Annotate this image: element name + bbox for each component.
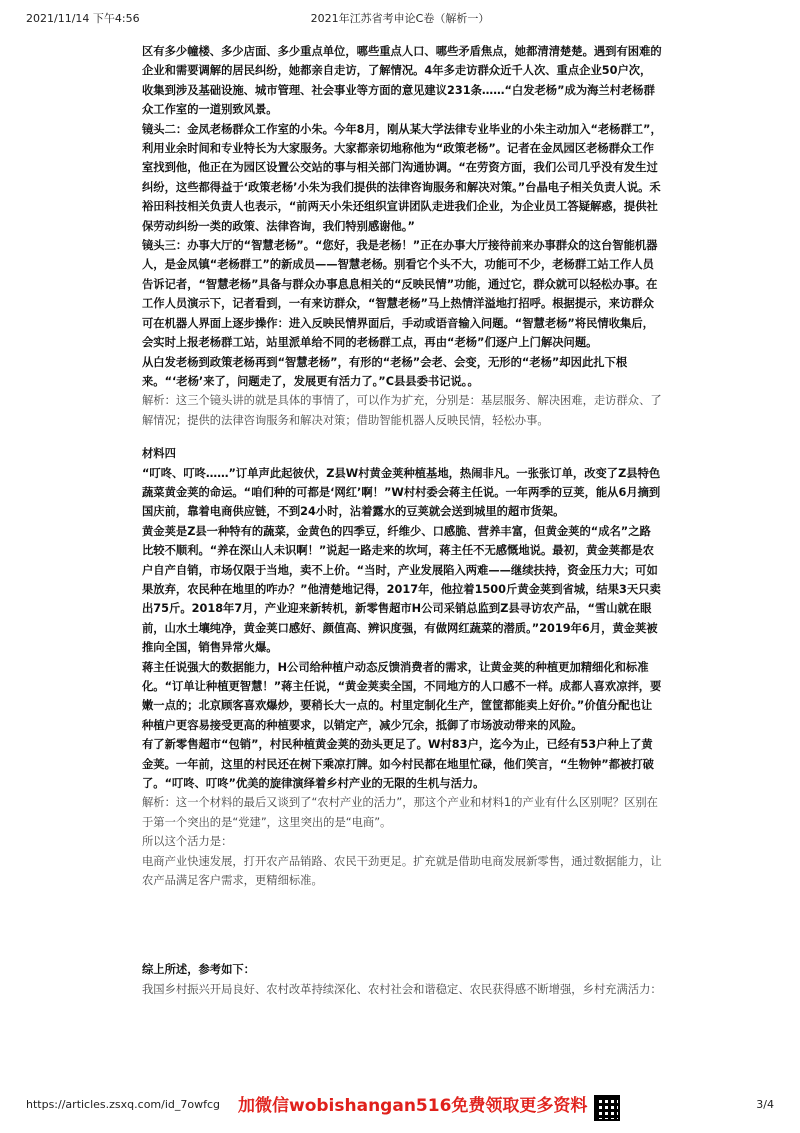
document-title: 2021年江苏省考申论C卷（解析一） — [310, 12, 490, 25]
print-footer — [26, 1091, 774, 1121]
conclusion-paragraph: 我国乡村振兴开局良好、农村改革持续深化、农村社会和谐稳定、农民获得感不断增强，乡村充满活力： — [142, 982, 662, 996]
paragraph-material-four-1: “叮咚、叮咚……”订单声此起彼伏，Z县W村黄金荚种植基地，热闹非凡。一张张订单，改变了Z县特色蔬菜黄金荚的命运。“咱们种的可都是‘网红’啊！”W村村委会蒋主任说。一年两季的豆荚，能从6月摘到国庆前，靠着电商供应链，不到24小时，沾着露水的豆荚就会送到城里的超市货架。 — [142, 466, 661, 519]
paragraph-analysis-2: 解析：这一个材料的最后又谈到了“农村产业的活力”，那这个产业和材料1的产业有什么区别呢？区别在于第一个突出的是“党建”，这里突出的是“电商”。 — [142, 796, 658, 829]
section-heading-material-four: 材料四 — [142, 447, 176, 461]
paragraph-material-four-3: 蒋主任说强大的数据能力，H公司给种植户动态反馈消费者的需求，让黄金荚的种植更加精细化和标准化。“订单让种植更智慧！”蒋主任说，“黄金荚卖全国，不同地方的人口感不一样。成都人喜欢凉拌，要嫩一点的；北京顾客喜欢爆炒，要稍长大一点的。村里定制化生产，筐筐都能卖上好价。”价值分配也让种植户更容易接受更高的种植要求，以销定产，减少冗余，抵御了市场波动带来的风险。 — [142, 660, 662, 732]
conclusion-heading: 综上所述，参考如下： — [142, 963, 255, 977]
print-datetime: 2021/11/14 下午4:56 — [26, 12, 140, 25]
qr-code-icon — [594, 1095, 620, 1121]
paragraph-analysis-3: 所以这个活力是： — [142, 835, 233, 849]
page-number: 3/4 — [756, 1098, 774, 1111]
paragraph-scene-two: 镜头二：金凤老杨群众工作室的小朱。今年8月，刚从某大学法律专业毕业的小朱主动加入“老杨群工”，利用业余时间和专业特长为大家服务。大家都亲切地称他为“政策老杨”。记者在金凤园区老杨群众工作室找到他，他正在为园区设置公交站的事与相关部门沟通协调。“在劳资方面，我们公司几乎没有发生过纠纷，这些都得益于‘政策老杨’小朱为我们提供的法律咨询服务和解决对策。”台晶电子相关负责人说。禾裕田科技相关负责人也表示，“前两天小朱还组织宣讲团队走进我们企业，为企业员工答疑解惑，提供社保劳动纠纷一类的政策、法律咨询，我们特别感谢他。” — [142, 122, 662, 233]
paragraph-analysis-4: 电商产业快速发展，打开农产品销路、农民干劲更足。扩充就是借助电商发展新零售，通过数据能力，让农产品满足客户需求，更精细标准。 — [142, 854, 662, 888]
paragraph-scene-continued: 区有多少幢楼、多少店面、多少重点单位，哪些重点人口、哪些矛盾焦点，她都清清楚楚。遇到有困难的企业和需要调解的居民纠纷，她都亲自走访，了解情况。4年多走访群众近千人次、重点企业50户次，收集到涉及基础设施、城市管理、社会事业等方面的意见建议231条……“白发老杨”成为海兰村老杨群众工作室的一道别致风景。 — [142, 45, 662, 117]
document-body — [142, 42, 662, 999]
paragraph-material-four-2: 黄金荚是Z县一种特有的蔬菜，金黄色的四季豆，纤维少、口感脆、营养丰富，但黄金荚的“成名”之路比较不顺利。“养在深山人未识啊！”说起一路走来的坎坷，蒋主任不无感慨地说。最初，黄金荚都是农户自产自销，市场仅限于当地，卖不上价。“当时，产业发展陷入两难——继续扶持，资金压力大；可如果放弃，农民种在地里的咋办？”他清楚地记得，2017年，他拉着1500斤黄金荚到省城，结果3天只卖出75斤。2018年7月，产业迎来新转机，新零售超市H公司采销总监到Z县寻访农产品，“雪山就在眼前，山水土壤纯净，黄金荚口感好、颜值高、辨识度强，有做网红蔬菜的潜质。”2019年6月，黄金荚被推向全国，销售异常火爆。 — [142, 524, 661, 655]
promo-banner: 加微信wobishangan516免费领取更多资料 — [232, 1093, 593, 1119]
page-url[interactable]: https://articles.zsxq.com/id_7owfcg — [26, 1098, 221, 1111]
paragraph-material-four-4: 有了新零售超市“包销”，村民种植黄金荚的劲头更足了。W村83户，迄今为止，已经有53户种上了黄金荚。一年前，这里的村民还在树下乘凉打牌。如今村民都在地里忙碌，他们笑言，“生物钟”都被打破了。“叮咚、叮咚”优美的旋律演绎着乡村产业的无限的生机与活力。 — [142, 738, 654, 791]
paragraph-analysis-1: 解析：这三个镜头讲的就是具体的事情了，可以作为扩充，分别是：基层服务、解决困难，走访群众、了解情况；提供的法律咨询服务和解决对策；借助智能机器人反映民情，轻松办事。 — [142, 394, 662, 427]
paragraph-scene-summary: 从白发老杨到政策老杨再到“智慧老杨”，有形的“老杨”会老、会变，无形的“老杨”却因此扎下根来。“‘老杨’来了，问题走了，发展更有活力了。”C县县委书记说。。 — [142, 355, 628, 388]
print-header — [26, 10, 774, 28]
paragraph-scene-three: 镜头三：办事大厅的“智慧老杨”。“您好，我是老杨！”正在办事大厅接待前来办事群众的这台智能机器人，是金凤镇“老杨群工”的新成员——智慧老杨。别看它个头不大，功能可不少，老杨群工站工作人员告诉记者，“智慧老杨”具备与群众办事息息相关的“反映民情”功能，通过它，群众就可以轻松办事。在工作人员演示下，记者看到，一有来访群众，“智慧老杨”马上热情洋溢地打招呼。根据提示，来访群众可在机器人界面上逐步操作：进入反映民情界面后，手动或语音输入问题。“智慧老杨”将民情收集后，会实时上报老杨群工站，站里派单给不同的老杨群工点，再由“老杨”们逐户上门解决问题。 — [142, 239, 658, 350]
